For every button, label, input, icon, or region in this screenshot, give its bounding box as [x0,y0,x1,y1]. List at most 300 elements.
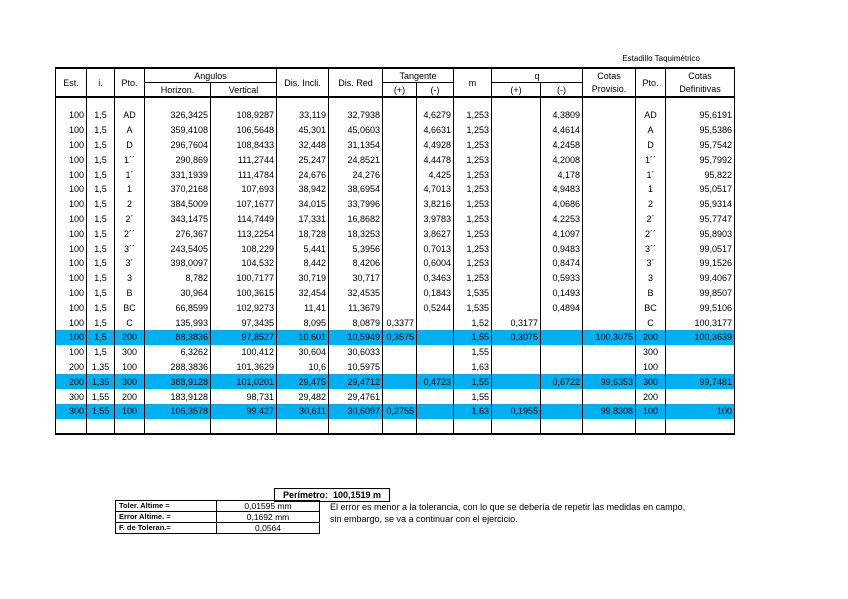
cell-cdef: 95,5386 [666,123,735,138]
table-row [56,138,735,153]
cell-incli: 25,247 [277,152,329,167]
cell-cprov [583,300,636,315]
col-tangente-minus: (-) [417,83,454,98]
cell-qm: 0,6722 [541,374,583,389]
cell-vertical: 100,3615 [211,286,277,301]
cell-qp [492,138,541,153]
cell-cdef: 100,3639 [666,330,735,345]
error-label: Error Altime. = [116,512,217,523]
cell-qm: 4,4614 [541,123,583,138]
cell-tm [417,360,454,375]
cell-horizon: 359,4108 [145,123,211,138]
cell-cdef: 95,9314 [666,197,735,212]
cell-pto: 3´ [115,256,145,271]
cell-incli: 18,728 [277,226,329,241]
cell-m: 1,52 [454,315,492,330]
cell-est: 100 [56,212,87,227]
cell-i: 1,5 [87,300,115,315]
cell-est: 100 [56,315,87,330]
cell-i: 1,5 [87,152,115,167]
table-row [56,286,735,301]
cell-horizon: 331,1939 [145,167,211,182]
col-angulos: Angulos [145,68,277,83]
cell-tm [417,389,454,404]
cell-m: 1,253 [454,167,492,182]
cell-pto2: 3 [636,271,666,286]
cell-pto2: 100 [636,404,666,419]
cell-tm: 4,6631 [417,123,454,138]
cell-tm: 4,6279 [417,108,454,123]
cell-cprov [583,226,636,241]
cell-tm: 3,8216 [417,197,454,212]
cell-qp [492,123,541,138]
cell-red: 32,4535 [329,286,383,301]
cell-cdef: 95,0517 [666,182,735,197]
table-row [56,226,735,241]
cell-qp [492,345,541,360]
cell-tp [383,138,417,153]
cell-red: 16,8682 [329,212,383,227]
cell-red: 45,0603 [329,123,383,138]
cell-horizon: 30,964 [145,286,211,301]
cell-qp [492,389,541,404]
cell-incli: 30,611 [277,404,329,419]
cell-incli: 32,454 [277,286,329,301]
table-row [56,108,735,123]
cell-i: 1,55 [87,389,115,404]
cell-qp [492,286,541,301]
cell-red: 29,4712 [329,374,383,389]
table-row [56,300,735,315]
perimeter-label: Perímetro: [282,490,328,500]
cell-cprov [583,256,636,271]
cell-incli: 38,942 [277,182,329,197]
cell-qm: 0,9483 [541,241,583,256]
cell-red: 18,3253 [329,226,383,241]
cell-cprov [583,360,636,375]
cell-pto: 2 [115,197,145,212]
cell-cprov [583,167,636,182]
col-q: q [492,68,583,83]
cell-red: 8,0879 [329,315,383,330]
table-row [56,404,735,419]
cell-vertical: 97,3435 [211,315,277,330]
table-row [56,123,735,138]
cell-horizon: 88,3836 [145,330,211,345]
cell-red: 33,7996 [329,197,383,212]
cell-qp [492,197,541,212]
cell-cdef: 100 [666,404,735,419]
col-dis-red: Dis. Red [329,68,383,97]
cell-qp [492,226,541,241]
cell-qp [492,360,541,375]
col-q-plus: (+) [492,83,541,98]
cell-tp [383,182,417,197]
cell-incli: 30,719 [277,271,329,286]
cell-i: 1,5 [87,108,115,123]
cell-vertical: 98,731 [211,389,277,404]
cell-qm [541,345,583,360]
cell-red: 24,8521 [329,152,383,167]
cell-cprov [583,212,636,227]
cell-tm [417,330,454,345]
cell-est: 100 [56,123,87,138]
cell-est: 100 [56,197,87,212]
cell-tm: 0,3463 [417,271,454,286]
cell-m: 1,253 [454,271,492,286]
cell-qm: 4,3809 [541,108,583,123]
cell-pto2: 3´ [636,256,666,271]
cell-horizon: 243,5405 [145,241,211,256]
cell-tm: 4,425 [417,167,454,182]
cell-horizon: 8,782 [145,271,211,286]
cell-tp: 0,2755 [383,404,417,419]
cell-tp [383,360,417,375]
cell-red: 31,1354 [329,138,383,153]
cell-red: 30,6033 [329,345,383,360]
cell-qm: 0,1493 [541,286,583,301]
table-row [56,389,735,404]
cell-horizon: 135,993 [145,315,211,330]
cell-tp: 0,3377 [383,315,417,330]
col-cotas-definitivas-sub: Definitivas [666,83,735,98]
cell-cprov: 99,8308 [583,404,636,419]
cell-tp [383,197,417,212]
cell-cdef: 95,7747 [666,212,735,227]
cell-m: 1,253 [454,123,492,138]
col-cotas-provisio: Cotas [583,68,636,83]
cell-tm: 3,8627 [417,226,454,241]
cell-qp: 0,3075 [492,330,541,345]
cell-m: 1,253 [454,197,492,212]
cell-tp [383,152,417,167]
col-est: Est. [56,68,87,97]
cell-cprov [583,315,636,330]
cell-m: 1,535 [454,286,492,301]
cell-tp [383,226,417,241]
cell-est: 100 [56,256,87,271]
cell-incli: 17,331 [277,212,329,227]
cell-tm: 3,9783 [417,212,454,227]
cell-tp [383,374,417,389]
cell-qm: 4,2253 [541,212,583,227]
cell-tm: 0,1843 [417,286,454,301]
cell-m: 1,253 [454,212,492,227]
cell-est: 200 [56,374,87,389]
cell-vertical: 111,2744 [211,152,277,167]
cell-cprov: 100,3075 [583,330,636,345]
cell-vertical: 97,8527 [211,330,277,345]
cell-qm: 4,2458 [541,138,583,153]
cell-pto2: 1´ [636,167,666,182]
cell-cdef: 95,8903 [666,226,735,241]
table-row [56,360,735,375]
cell-vertical: 101,3629 [211,360,277,375]
cell-i: 1,5 [87,256,115,271]
cell-tp [383,108,417,123]
note-line: sin embargo, se va a continuar con el ejercicio. [330,514,518,524]
cell-tm: 0,6004 [417,256,454,271]
cell-i: 1,5 [87,138,115,153]
cell-cdef: 100,3177 [666,315,735,330]
cell-pto2: 1´´ [636,152,666,167]
cell-qm [541,360,583,375]
cell-cdef: 99,8507 [666,286,735,301]
cell-i: 1,5 [87,271,115,286]
cell-i: 1,5 [87,345,115,360]
cell-cprov [583,197,636,212]
cell-est: 100 [56,182,87,197]
cell-cdef [666,389,735,404]
table-row [56,167,735,182]
table-row [56,152,735,167]
cell-incli: 24,676 [277,167,329,182]
cell-horizon: 6,3262 [145,345,211,360]
cell-pto: 3´´ [115,241,145,256]
cell-est: 300 [56,404,87,419]
cell-pto: 1´´ [115,152,145,167]
cell-horizon: 343,1475 [145,212,211,227]
cell-qp [492,182,541,197]
cell-tp: 0,3575 [383,330,417,345]
cell-tm: 0,4723 [417,374,454,389]
cell-pto: 2´´ [115,226,145,241]
error-value: 0,1692 mm [217,512,320,523]
cell-tm: 4,4478 [417,152,454,167]
cell-i: 1,5 [87,330,115,345]
cell-pto2: 300 [636,345,666,360]
cell-pto: 1´ [115,167,145,182]
cell-pto: 300 [115,374,145,389]
cell-red: 11,3679 [329,300,383,315]
cell-pto: BC [115,300,145,315]
col-horizon: Horizon. [145,83,211,98]
cell-i: 1,5 [87,226,115,241]
cell-est: 100 [56,138,87,153]
taquimetric-table [55,67,735,435]
cell-qp [492,241,541,256]
cell-pto2: 100 [636,360,666,375]
table-row [56,271,735,286]
cell-cprov [583,389,636,404]
cell-tm [417,315,454,330]
cell-horizon: 183,9128 [145,389,211,404]
cell-incli: 8,095 [277,315,329,330]
cell-red: 38,6954 [329,182,383,197]
cell-vertical: 100,7177 [211,271,277,286]
cell-qp [492,374,541,389]
cell-pto: 300 [115,345,145,360]
cell-qm: 4,178 [541,167,583,182]
cell-m: 1,63 [454,360,492,375]
cell-pto: 3 [115,271,145,286]
cell-i: 1,5 [87,212,115,227]
cell-tp [383,345,417,360]
cell-tm: 4,4928 [417,138,454,153]
cell-pto2: 3´´ [636,241,666,256]
cell-qp [492,167,541,182]
cell-qm [541,315,583,330]
cell-est: 100 [56,330,87,345]
cell-pto: C [115,315,145,330]
col-q-minus: (-) [541,83,583,98]
col-pto: Pto. [115,68,145,97]
cell-cprov [583,286,636,301]
cell-cprov [583,271,636,286]
cell-i: 1,5 [87,197,115,212]
cell-tm: 0,5244 [417,300,454,315]
cell-est: 100 [56,108,87,123]
cell-pto2: 2´´ [636,226,666,241]
cell-incli: 10,601 [277,330,329,345]
cell-cprov: 99,6353 [583,374,636,389]
col-i: i. [87,68,115,97]
cell-qm: 4,0686 [541,197,583,212]
table-row [56,212,735,227]
cell-pto2: D [636,138,666,153]
cell-m: 1,63 [454,404,492,419]
cell-qm [541,330,583,345]
cell-red: 5,3956 [329,241,383,256]
cell-cdef: 95,7992 [666,152,735,167]
note [330,501,750,525]
cell-pto: 200 [115,330,145,345]
cell-incli: 32,448 [277,138,329,153]
cell-qp [492,108,541,123]
cell-horizon: 398,0097 [145,256,211,271]
cell-tp [383,123,417,138]
col-cotas-provisio-sub: Provisio. [583,83,636,98]
table-row [56,182,735,197]
cell-m: 1,253 [454,152,492,167]
cell-pto: 200 [115,389,145,404]
cell-cprov [583,345,636,360]
cell-pto: A [115,123,145,138]
cell-red: 10,5975 [329,360,383,375]
cell-incli: 30,604 [277,345,329,360]
table-row [56,197,735,212]
cell-cdef: 99,0517 [666,241,735,256]
cell-pto: 100 [115,404,145,419]
cell-est: 100 [56,345,87,360]
cell-tm: 0,7013 [417,241,454,256]
cell-vertical: 99,427 [211,404,277,419]
col-m: m [454,68,492,97]
cell-cdef: 95,7542 [666,138,735,153]
cell-i: 1,5 [87,123,115,138]
cell-qm: 4,9483 [541,182,583,197]
cell-cprov [583,241,636,256]
cell-qm: 0,8474 [541,256,583,271]
cell-vertical: 108,8433 [211,138,277,153]
cell-vertical: 108,229 [211,241,277,256]
cell-i: 1,35 [87,374,115,389]
cell-qp [492,271,541,286]
cell-incli: 11,41 [277,300,329,315]
perimeter-value: 100,1519 m [332,490,382,500]
cell-m: 1,253 [454,256,492,271]
cell-incli: 29,482 [277,389,329,404]
cell-tp [383,256,417,271]
table-row [56,256,735,271]
cell-vertical: 114,7449 [211,212,277,227]
cell-m: 1,253 [454,241,492,256]
cell-m: 1,253 [454,182,492,197]
cell-incli: 34,015 [277,197,329,212]
cell-i: 1,35 [87,360,115,375]
cell-tp [383,300,417,315]
cell-incli: 45,301 [277,123,329,138]
cell-m: 1,253 [454,226,492,241]
table-row [56,374,735,389]
cell-pto: 100 [115,360,145,375]
cell-pto2: C [636,315,666,330]
cell-pto: B [115,286,145,301]
sheet-title: Estadillo Taquimétrico [622,54,700,63]
cell-pto2: BC [636,300,666,315]
cell-est: 100 [56,300,87,315]
cell-cdef: 99,7481 [666,374,735,389]
tol-label: Toler. Altime = [116,501,217,512]
cell-pto: 2´ [115,212,145,227]
cell-horizon: 288,3836 [145,360,211,375]
cell-i: 1,5 [87,286,115,301]
cell-red: 29,4761 [329,389,383,404]
cell-qp [492,152,541,167]
factor-value: 0,0564 [217,523,320,534]
cell-vertical: 106,5648 [211,123,277,138]
cell-pto2: 300 [636,374,666,389]
cell-pto2: B [636,286,666,301]
cell-est: 200 [56,360,87,375]
cell-tp [383,241,417,256]
cell-horizon: 66,8599 [145,300,211,315]
cell-horizon: 290,869 [145,152,211,167]
cell-est: 100 [56,241,87,256]
cell-cdef: 99,4067 [666,271,735,286]
cell-qp: 0,1955 [492,404,541,419]
cell-i: 1,55 [87,404,115,419]
cell-cprov [583,138,636,153]
cell-vertical: 113,2254 [211,226,277,241]
cell-m: 1,253 [454,108,492,123]
cell-qp [492,300,541,315]
cell-tm [417,404,454,419]
cell-cdef: 95,6191 [666,108,735,123]
cell-i: 1,5 [87,315,115,330]
cell-cdef [666,360,735,375]
cell-vertical: 101,0201 [211,374,277,389]
cell-horizon: 296,7604 [145,138,211,153]
cell-horizon: 388,9128 [145,374,211,389]
cell-pto2: 200 [636,330,666,345]
cell-tp [383,271,417,286]
note-line: El error es menor a la tolerancia, con lo que se debería de repetir las medidas en campo, [330,502,686,512]
table-row [56,241,735,256]
cell-tp [383,167,417,182]
cell-m: 1,55 [454,330,492,345]
cell-horizon: 326,3425 [145,108,211,123]
cell-pto: 1 [115,182,145,197]
cell-red: 10,5949 [329,330,383,345]
cell-vertical: 111,4784 [211,167,277,182]
cell-horizon: 106,3578 [145,404,211,419]
cell-pto: AD [115,108,145,123]
cell-pto2: 2 [636,197,666,212]
cell-tp [383,286,417,301]
cell-i: 1,5 [87,241,115,256]
cell-vertical: 104,532 [211,256,277,271]
